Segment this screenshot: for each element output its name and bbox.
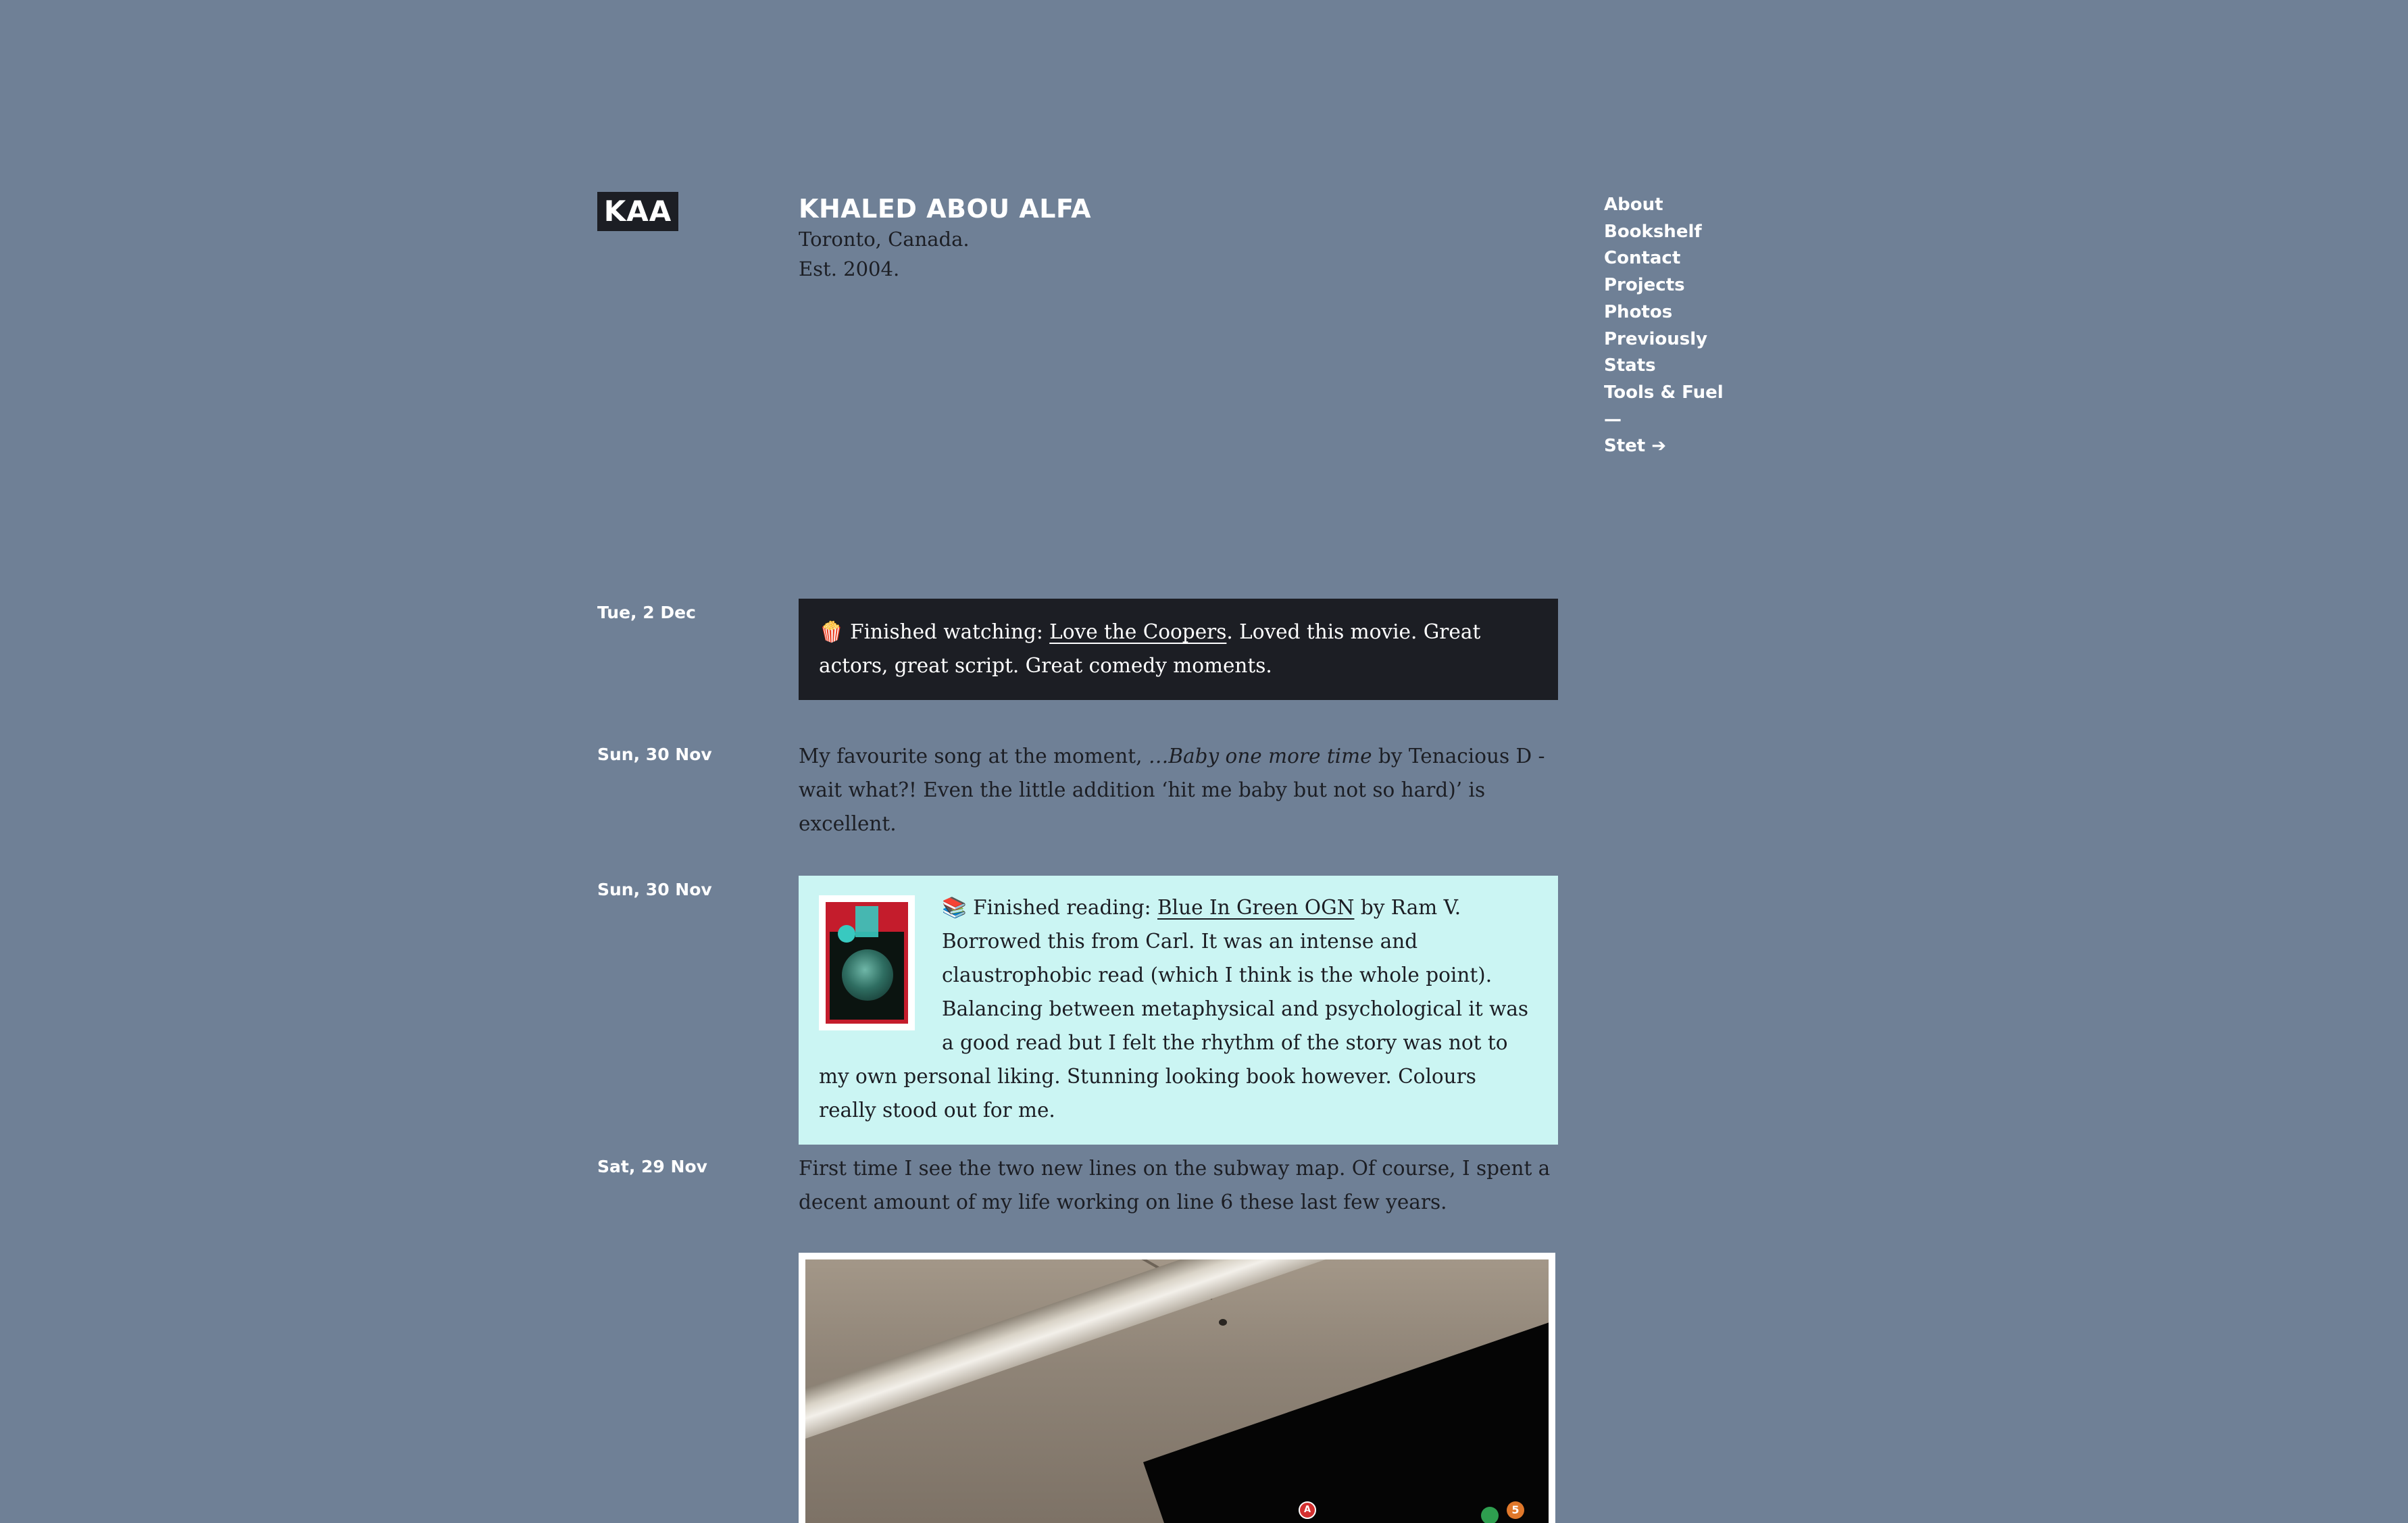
song-title: …Baby one more time <box>1148 745 1372 768</box>
post-reading-card <box>799 876 1558 1145</box>
books-icon: 📚 <box>942 896 967 919</box>
nav-divider: — <box>1604 409 1622 430</box>
book-cover-image <box>826 902 908 1024</box>
post-text: . Loved this movie. Great actors, great script. Great comedy moments. <box>819 620 1481 677</box>
post-watched-card <box>799 599 1558 700</box>
subway-photo[interactable] <box>799 1253 1555 1523</box>
post-text: by Tenacious D - wait what?! Even the little addition ‘hit me baby but not so hard)’ is excellent. <box>799 745 1545 835</box>
post-text: My favourite song at the moment, <box>799 745 1149 768</box>
post-lead: Finished reading: <box>973 896 1157 919</box>
post-date[interactable]: Sat, 29 Nov <box>597 1157 707 1176</box>
nav-about[interactable]: About <box>1604 195 1663 215</box>
nav-projects[interactable]: Projects <box>1604 275 1685 296</box>
post-link-blue-in-green[interactable]: Blue In Green OGN <box>1157 896 1355 919</box>
line-green-badge <box>1481 1507 1499 1523</box>
post-date[interactable]: Tue, 2 Dec <box>597 603 696 622</box>
post-song <box>799 739 1558 841</box>
post-link-love-the-coopers[interactable]: Love the Coopers <box>1049 620 1227 643</box>
nav-photos[interactable]: Photos <box>1604 301 1673 322</box>
nav-bookshelf[interactable]: Bookshelf <box>1604 221 1702 242</box>
main-nav <box>1604 192 1724 460</box>
popcorn-icon: 🍿 <box>819 620 844 643</box>
book-cover[interactable] <box>819 895 915 1030</box>
site-location: Toronto, Canada. <box>799 228 970 251</box>
nav-stet-link[interactable]: Stet ➔ <box>1604 436 1667 457</box>
nav-previously[interactable]: Previously <box>1604 328 1708 349</box>
post-date[interactable]: Sun, 30 Nov <box>597 880 712 899</box>
post-subway <box>799 1151 1558 1219</box>
post-text: First time I see the two new lines on the subway map. Of course, I spent a decent amount of my life working on line 6 these last few years. <box>799 1157 1551 1214</box>
subway-photo-image <box>805 1259 1549 1523</box>
site-logo[interactable]: KAA <box>597 192 678 231</box>
line-5-badge: 5 <box>1507 1501 1524 1519</box>
post-date[interactable]: Sun, 30 Nov <box>597 745 712 764</box>
site-title[interactable]: KHALED ABOU ALFA <box>799 194 1091 224</box>
nav-stats[interactable]: Stats <box>1604 355 1656 376</box>
line-a-badge: A <box>1299 1501 1316 1519</box>
nav-tools-fuel[interactable]: Tools & Fuel <box>1604 382 1724 403</box>
post-lead: Finished watching: <box>850 620 1050 643</box>
nav-contact[interactable]: Contact <box>1604 248 1681 269</box>
site-established: Est. 2004. <box>799 257 900 280</box>
post-text: by Ram V. Borrowed this from Carl. It was an intense and claustrophobic read (which I think is the whole point). Balancing between metaphysical and psychological it was a good read but I felt the rhythm of the story was not to my own personal liking. Stunning looking book however. Colours really stood out for me. <box>819 896 1529 1122</box>
site-tagline <box>799 224 970 284</box>
